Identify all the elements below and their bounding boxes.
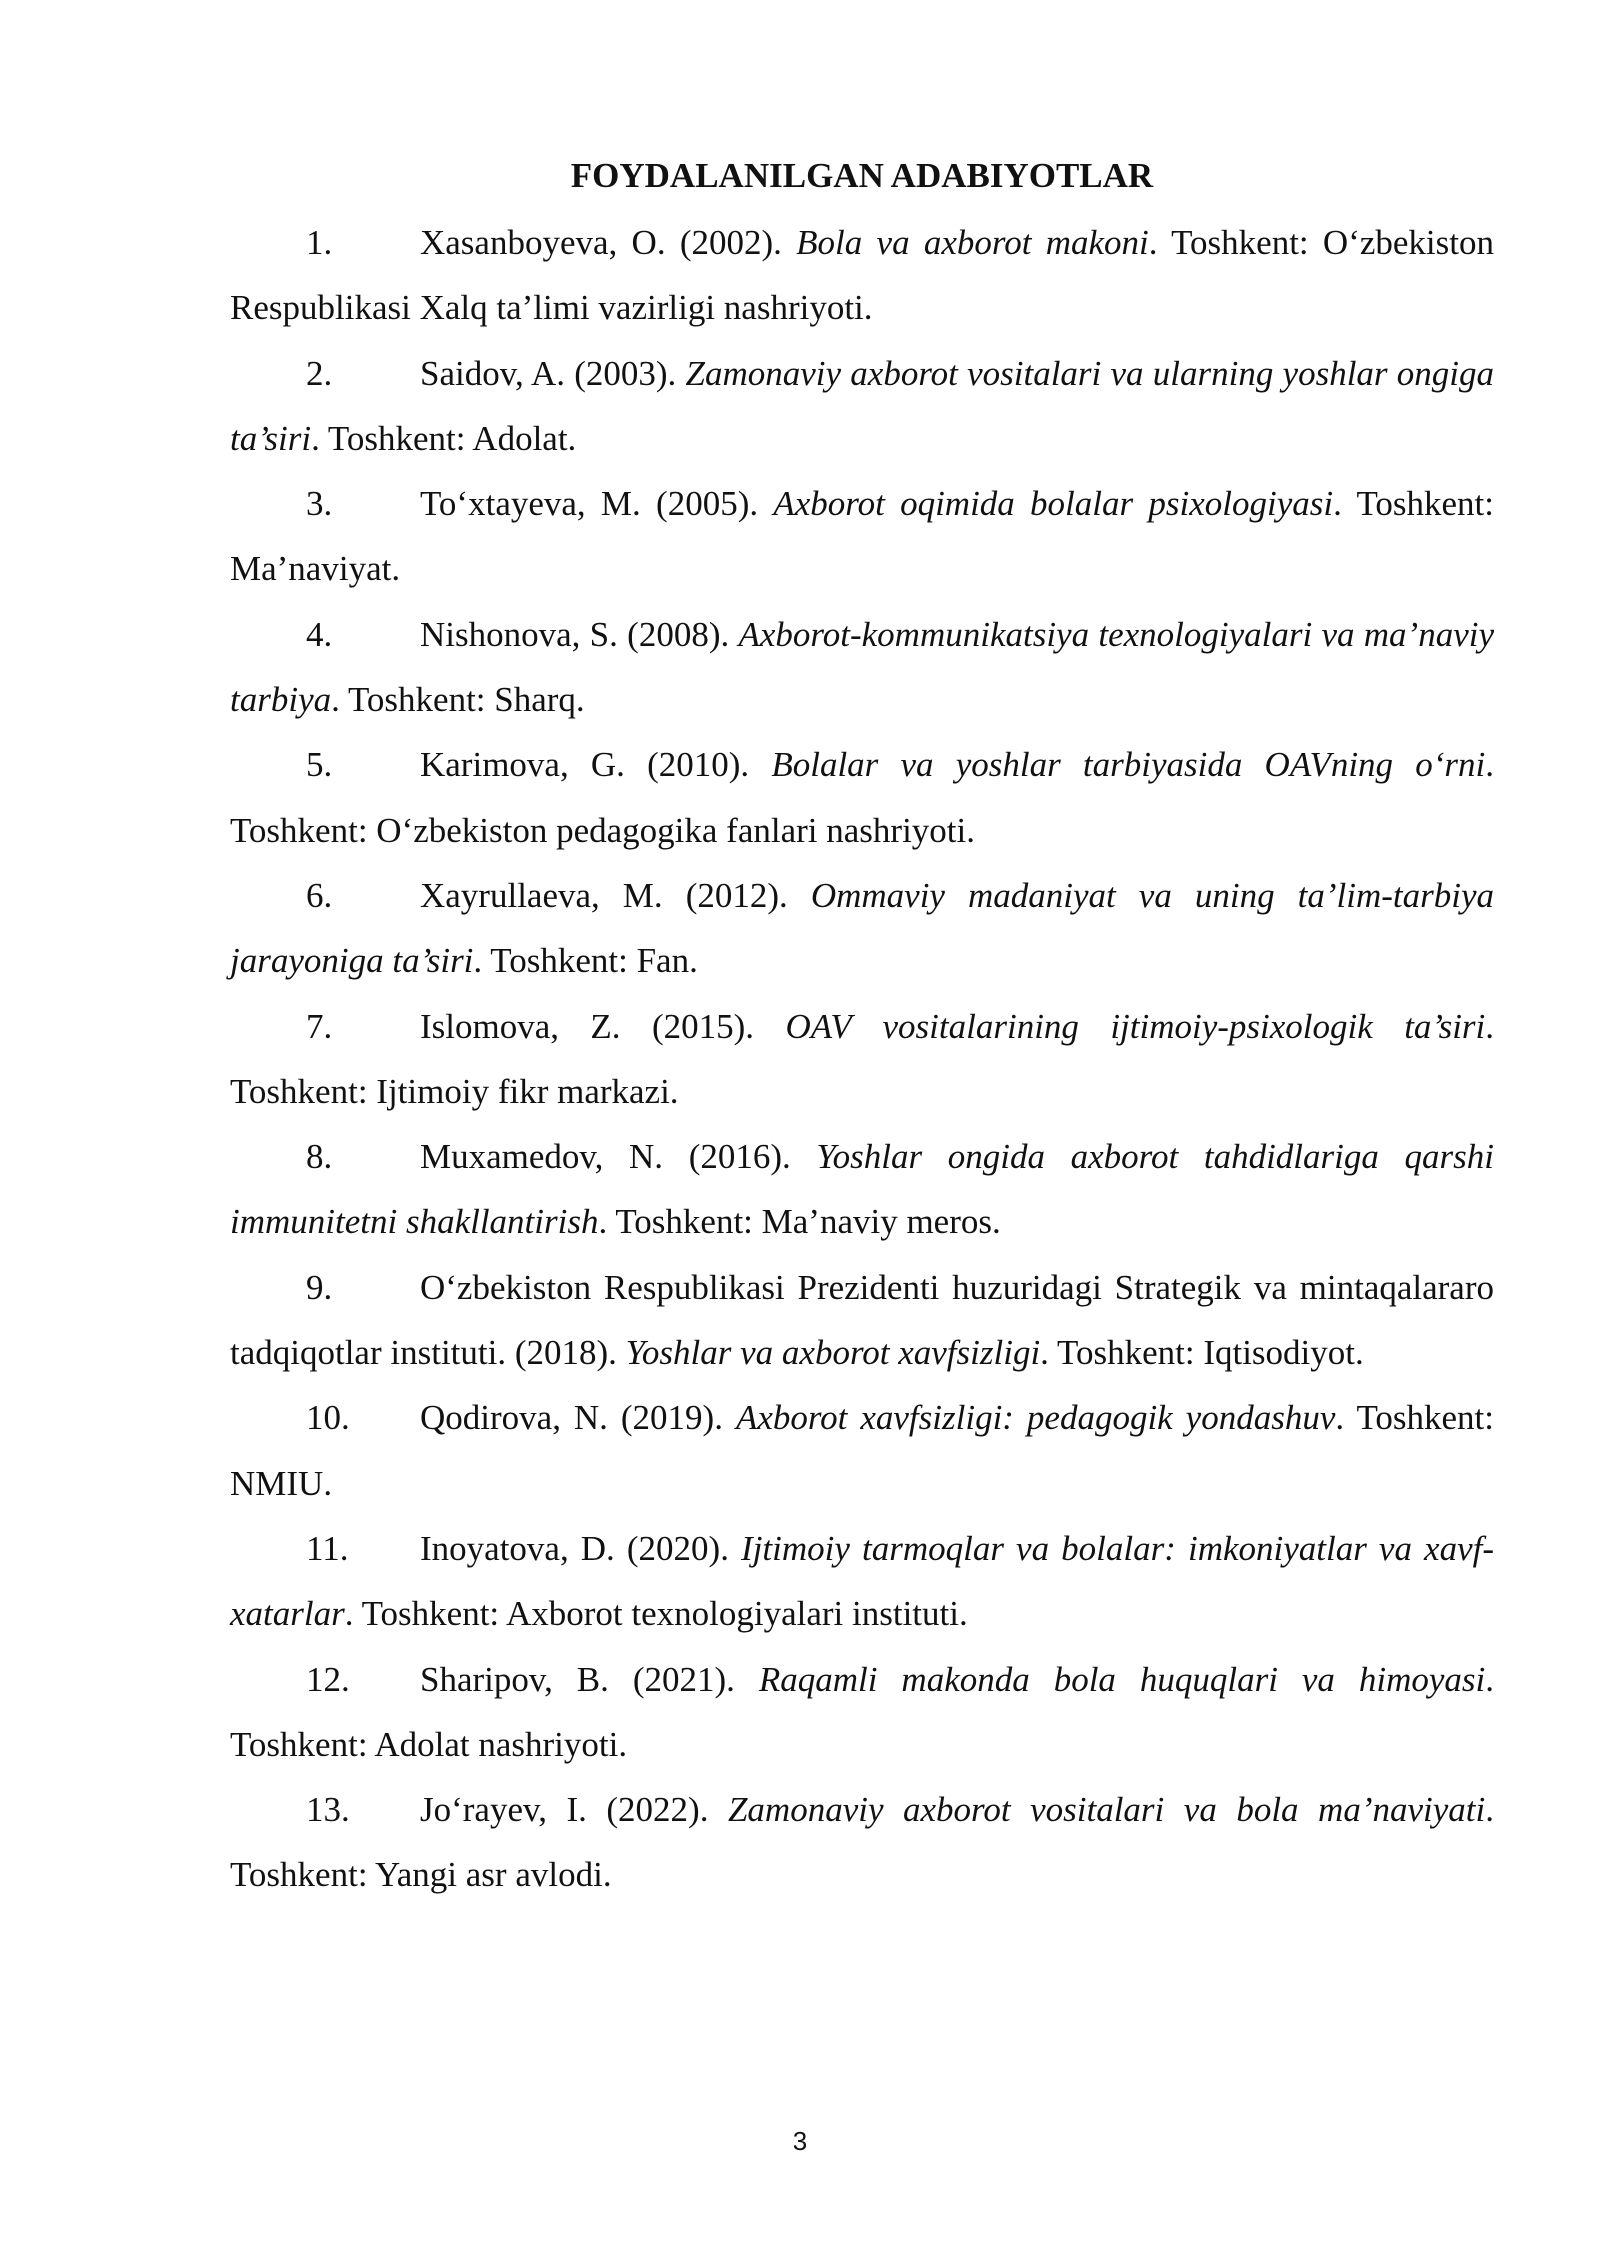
reference-publisher: . Toshkent: Iqtisodiyot. [1040,1333,1364,1373]
reference-author: Muxamedov, N. (2016). [420,1137,817,1177]
reference-item-7 [230,994,1494,1125]
reference-work-title: Axborot xavfsizligi: pedagogik yondashuv [735,1398,1336,1438]
reference-author: Nishonova, S. (2008). [420,614,739,654]
reference-work-title: Axborot oqimida bolalar psixologiyasi [773,484,1334,524]
reference-work-title: Bola va axborot makoni [796,223,1149,262]
reference-publisher: . Toshkent: Sharq. [331,680,585,720]
reference-work-title: Ijtimoiy tarmoqlar va bolalar: imkoniyatlar va xavf-xatarlar [230,1528,1494,1634]
reference-publisher: . Toshkent: Ma’naviyat. [230,484,1494,589]
reference-publisher: . Toshkent: O‘zbekiston pedagogika fanlari nashriyoti. [230,745,1494,850]
reference-number: 2. [306,353,333,393]
reference-number: 6. [306,875,333,915]
reference-number: 4. [306,614,333,654]
reference-publisher: . Toshkent: Adolat. [311,418,577,458]
reference-author: Xayrullaeva, M. (2012). [420,875,811,915]
reference-work-title: Yoshlar ongida axborot tahdidlariga qarshi immunitetni shakllantirish [230,1137,1494,1242]
reference-item-11 [230,1516,1494,1647]
reference-work-title: Yoshlar va axborot xavfsizligi [625,1333,1041,1373]
reference-author: Jo‘rayev, I. (2022). [420,1790,728,1830]
reference-publisher: . Toshkent: Yangi asr avlodi. [230,1790,1494,1895]
reference-work-title: OAV vositalarining ijtimoiy-psixologik ta’siri [785,1006,1486,1046]
reference-number: 3. [306,484,333,524]
reference-work-title: Ommaviy madaniyat va uning ta’lim-tarbiya jarayoniga ta’siri [230,875,1494,981]
reference-item-13 [230,1777,1494,1908]
reference-item-3 [230,471,1494,602]
reference-number: 1. [306,223,333,262]
reference-author: Saidov, A. (2003). [420,353,686,393]
page-number: 3 [792,2126,808,2156]
reference-author: Inoyatova, D. (2020). [420,1528,742,1568]
reference-work-title: Bolalar va yoshlar tarbiyasida OAVning o‘rni [771,745,1486,785]
reference-item-1 [230,210,1494,341]
reference-number: 5. [306,745,333,785]
reference-work-title: Zamonaviy axborot vositalari va ularning yoshlar ongiga ta’siri [230,353,1494,458]
reference-number: 11. [306,1528,349,1568]
reference-item-9 [230,1255,1494,1386]
reference-number: 10. [306,1398,350,1438]
reference-item-12 [230,1647,1494,1778]
reference-publisher: . Toshkent: O‘zbekiston Respublikasi Xalq ta’limi vazirligi nashriyoti. [230,223,1494,328]
reference-publisher: . Toshkent: Ma’naviy meros. [598,1202,1001,1242]
reference-item-4 [230,602,1494,733]
reference-author: Islomova, Z. (2015). [420,1006,786,1046]
reference-publisher: . Toshkent: Axborot texnologiyalari instituti. [344,1594,968,1634]
reference-work-title: Axborot-kommunikatsiya texnologiyalari va ma’naviy tarbiya [230,614,1495,720]
reference-publisher: . Toshkent: Fan. [473,941,698,981]
reference-number: 7. [306,1006,333,1046]
reference-publisher: . Toshkent: Ijtimoiy fikr markazi. [230,1006,1495,1111]
reference-author: O‘zbekiston Respublikasi Prezidenti huzuridagi Strategik va mintaqalararo tadqiqotlar instituti. (2018). [230,1267,1494,1373]
reference-publisher: . Toshkent: Adolat nashriyoti. [230,1659,1495,1764]
reference-number: 13. [306,1790,350,1830]
reference-author: Qodirova, N. (2019). [420,1398,736,1438]
reference-author: Karimova, G. (2010). [420,745,772,785]
page-title: FOYDALANILGAN ADABIYOTLAR [570,156,1154,195]
reference-item-5 [230,732,1494,863]
reference-author: Xasanboyeva, O. (2002). [420,223,797,262]
reference-publisher: . Toshkent: NMIU. [230,1398,1494,1503]
reference-work-title: Raqamli makonda bola huquqlari va himoyasi [758,1659,1486,1699]
reference-item-2 [230,341,1494,472]
reference-author: Sharipov, B. (2021). [420,1659,759,1699]
reference-work-title: Zamonaviy axborot vositalari va bola ma’naviyati [727,1790,1486,1830]
reference-item-8 [230,1124,1494,1255]
reference-item-10 [230,1385,1494,1516]
reference-list [230,210,1494,1908]
reference-number: 12. [306,1659,350,1699]
reference-author: To‘xtayeva, M. (2005). [420,484,774,524]
reference-number: 9. [306,1267,333,1307]
reference-item-6 [230,863,1494,994]
reference-number: 8. [306,1137,333,1177]
